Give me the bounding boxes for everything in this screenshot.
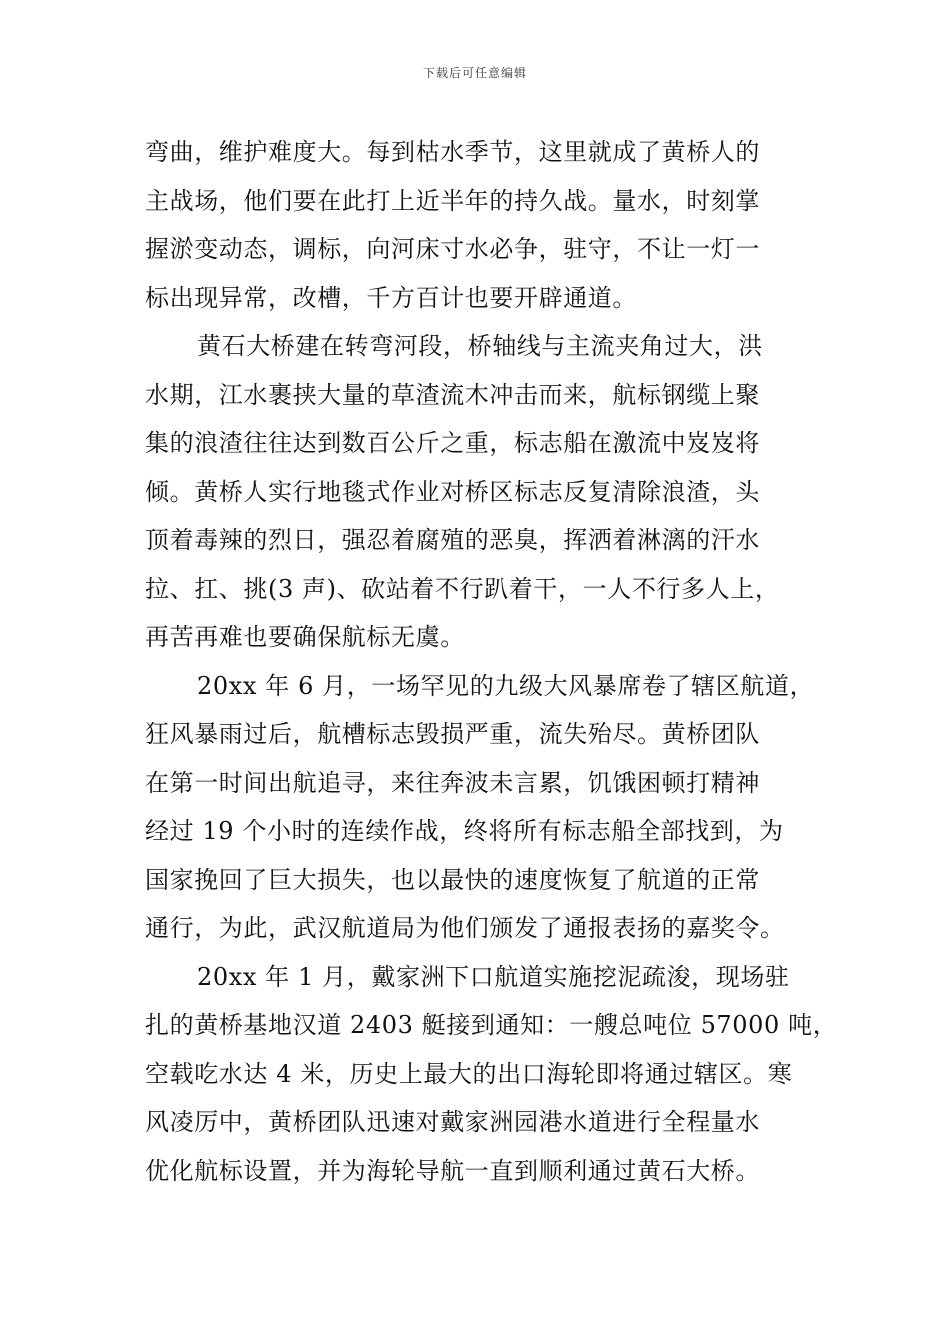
- paragraph-line: 20xx 年 6 月，一场罕见的九级大风暴席卷了辖区航道，: [197, 671, 815, 700]
- paragraph-line: 黄石大桥建在转弯河段，桥轴线与主流夹角过大，洪: [197, 332, 763, 360]
- paragraph-line: 握淤变动态，调标，向河床寸水必争，驻守，不让一灯一: [145, 235, 760, 263]
- paragraph-line: 经过 19 个小时的连续作战，终将所有标志船全部找到，为: [145, 817, 784, 845]
- paragraph-line: 20xx 年 1 月，戴家洲下口航道实施挖泥疏浚，现场驻: [197, 962, 790, 991]
- paragraph-line: 优化航标设置，并为海轮导航一直到顺利通过黄石大桥。: [145, 1156, 760, 1185]
- page-header: 下载后可任意编辑: [422, 66, 527, 80]
- paragraph-line: 在第一时间出航追寻，来往奔波未言累，饥饿困顿打精神: [145, 768, 760, 797]
- paragraph-line: 空载吃水达 4 米，历史上最大的出口海轮即将通过辖区。寒: [145, 1059, 793, 1088]
- paragraph-line: 拉、扛、挑(3 声)、砍站着不行趴着干，一人不行多人上，: [145, 574, 780, 603]
- paragraph-4: [145, 953, 838, 1196]
- paragraph-line: 再苦再难也要确保航标无虞。: [145, 623, 465, 651]
- paragraph-line: 狂风暴雨过后，航槽标志毁损严重，流失殆尽。黄桥团队: [145, 720, 760, 748]
- paragraph-1: [145, 128, 817, 322]
- paragraph-line: 弯曲，维护难度大。每到枯水季节，这里就成了黄桥人的: [145, 138, 760, 166]
- paragraph-line: 集的浪渣往往达到数百公斤之重，标志船在激流中岌岌将: [145, 429, 760, 457]
- paragraph-line: 倾。黄桥人实行地毯式作业对桥区标志反复清除浪渣，头: [145, 477, 760, 506]
- document-body: [145, 128, 838, 1195]
- paragraph-2: [145, 322, 817, 662]
- paragraph-line: 扎的黄桥基地汉道 2403 艇接到通知：一艘总吨位 57000 吨，: [145, 1011, 838, 1039]
- paragraph-line: 标出现异常，改槽，千方百计也要开辟通道。: [145, 283, 637, 312]
- paragraph-line: 水期，江水裹挟大量的草渣流木冲击而来，航标钢缆上聚: [145, 380, 760, 409]
- paragraph-line: 主战场，他们要在此打上近半年的持久战。量水，时刻掌: [145, 186, 760, 215]
- paragraph-line: 国家挽回了巨大损失，也以最快的速度恢复了航道的正常: [145, 865, 760, 894]
- paragraph-line: 通行，为此，武汉航道局为他们颁发了通报表扬的嘉奖令。: [145, 914, 785, 942]
- paragraph-3: [145, 662, 817, 953]
- paragraph-line: 风凌厉中，黄桥团队迅速对戴家洲园港水道进行全程量水: [145, 1108, 760, 1136]
- paragraph-line: 顶着毒辣的烈日，强忍着腐殖的恶臭，挥洒着淋漓的汗水: [145, 526, 760, 554]
